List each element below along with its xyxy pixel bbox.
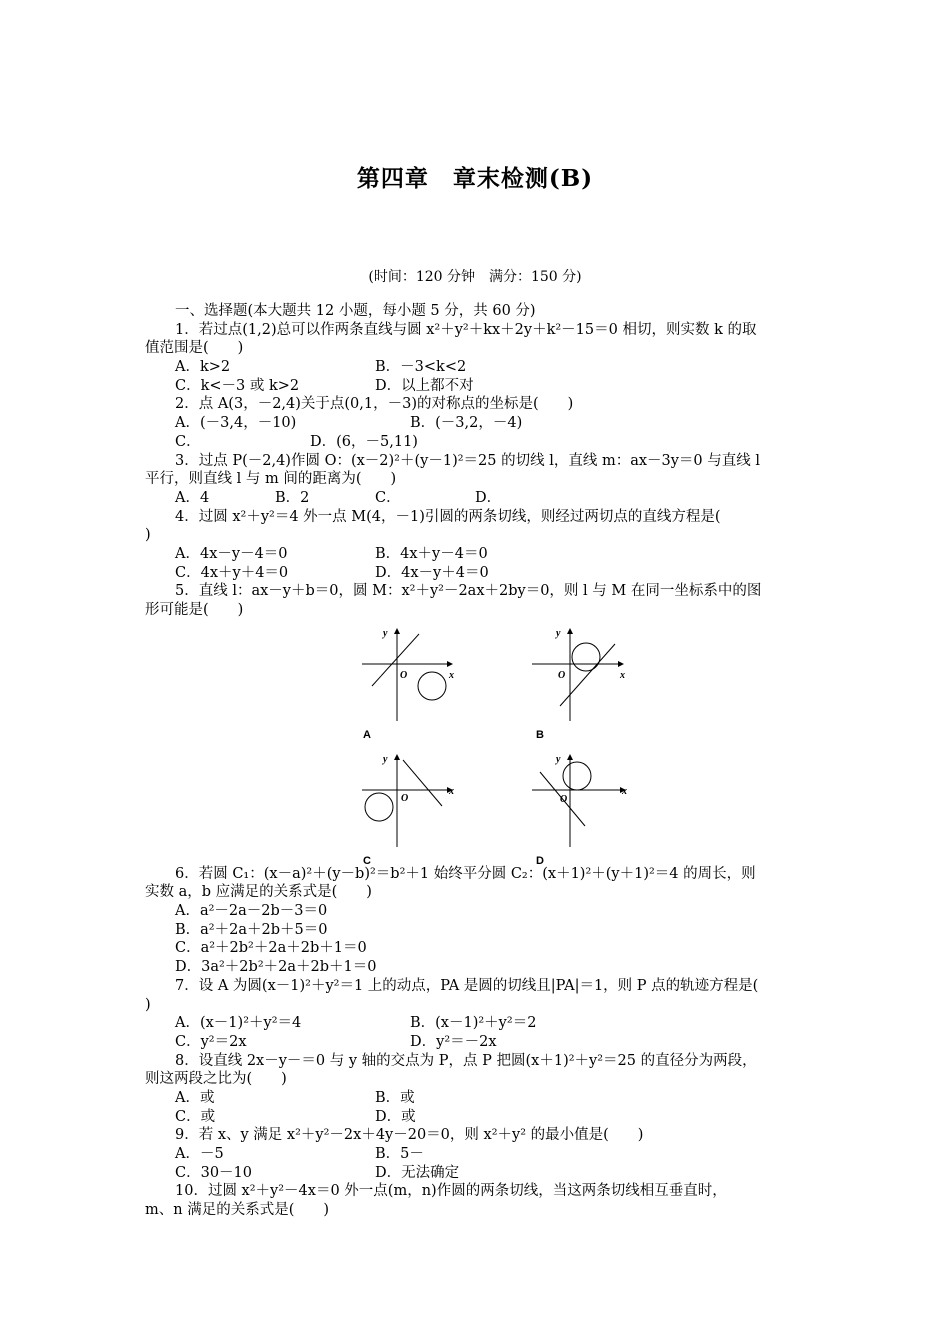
svg-text:y: y bbox=[556, 753, 561, 765]
q8-option-a: A．或 bbox=[175, 1089, 215, 1106]
q7-option-b: B．(x－1)²＋y²＝2 bbox=[410, 1015, 537, 1032]
q4-option-d: D．4x－y＋4＝0 bbox=[375, 564, 489, 581]
q1-option-b: B．－3<k<2 bbox=[375, 359, 467, 376]
question-10-stem-cont: m、n 满足的关系式是( ) bbox=[145, 1202, 330, 1219]
q5-figure-c-label: C bbox=[363, 854, 371, 867]
q7-option-a: A．(x－1)²＋y²＝4 bbox=[175, 1015, 302, 1032]
question-6-stem: 6．若圆 C₁：(x－a)²＋(y－b)²＝b²＋1 始终平分圆 C₂：(x＋1)²＋(y＋1)²＝4 的周长，则 bbox=[175, 865, 756, 882]
q9-option-d: D．无法确定 bbox=[375, 1164, 460, 1181]
svg-text:y: y bbox=[383, 627, 388, 639]
q2-option-b: B．(－3,2，－4) bbox=[410, 415, 523, 432]
question-5-stem: 5．直线 l：ax－y＋b＝0，圆 M：x²＋y²－2ax＋2by＝0，则 l 与 M 在同一坐标系中的图 bbox=[175, 583, 762, 600]
q5-figure-a bbox=[357, 626, 457, 741]
q1-option-a: A．k>2 bbox=[175, 359, 231, 376]
q6-option-c: C．a²＋2b²＋2a＋2b＋1＝0 bbox=[175, 940, 367, 957]
q7-option-d: D．y²＝－2x bbox=[410, 1033, 497, 1050]
svg-text:O: O bbox=[558, 669, 566, 681]
svg-text:x: x bbox=[620, 669, 625, 681]
svg-text:x: x bbox=[449, 669, 454, 681]
q6-option-d: D．3a²＋2b²＋2a＋2b＋1＝0 bbox=[175, 959, 377, 976]
question-8-stem-cont: 则这两段之比为( ) bbox=[145, 1071, 287, 1088]
q9-option-c: C．30－10 bbox=[175, 1164, 252, 1181]
svg-text:x: x bbox=[622, 785, 627, 797]
q1-option-d: D．以上都不对 bbox=[375, 377, 474, 394]
svg-text:O: O bbox=[400, 669, 408, 681]
q5-figure-c bbox=[357, 752, 457, 867]
q5-graph-a bbox=[357, 626, 457, 724]
q5-graph-c bbox=[357, 752, 457, 850]
question-5-stem-cont: 形可能是( ) bbox=[145, 602, 244, 618]
question-2-stem: 2．点 A(3，－2,4)关于点(0,1，－3)的对称点的坐标是( ) bbox=[175, 396, 574, 413]
q8-option-d: D．或 bbox=[375, 1108, 416, 1125]
question-3-stem-cont: 平行，则直线 l 与 m 间的距离为( ) bbox=[145, 471, 397, 488]
q8-option-c: C．或 bbox=[175, 1108, 216, 1125]
q6-option-b: B．a²＋2a＋2b＋5＝0 bbox=[175, 921, 328, 938]
q1-option-c: C．k<－3 或 k>2 bbox=[175, 377, 300, 394]
q6-option-a: A．a²－2a－2b－3＝0 bbox=[175, 903, 328, 920]
svg-text:x: x bbox=[449, 785, 454, 797]
q4-option-c: C．4x＋y＋4＝0 bbox=[175, 564, 289, 581]
q4-option-b: B．4x＋y－4＝0 bbox=[375, 545, 488, 562]
q3-option-b: B．2 bbox=[275, 489, 310, 506]
q2-option-a: A．(－3,4，－10) bbox=[175, 415, 297, 432]
question-4-stem-cont: ) bbox=[145, 527, 151, 544]
question-9-stem: 9．若 x、y 满足 x²＋y²－2x＋4y－20＝0，则 x²＋y² 的最小值是( ) bbox=[175, 1127, 644, 1144]
q9-option-b: B．5－ bbox=[375, 1146, 424, 1162]
q5-graph-d bbox=[530, 752, 630, 850]
q2-option-d: D．(6，－5,11) bbox=[310, 433, 418, 450]
question-10-stem: 10．过圆 x²＋y²－4x＝0 外一点(m，n)作圆的两条切线，当这两条切线相互垂直时， bbox=[175, 1183, 727, 1200]
svg-text:y: y bbox=[383, 753, 388, 765]
section-header: 一、选择题(本大题共 12 小题，每小题 5 分，共 60 分) bbox=[175, 303, 536, 319]
svg-text:y: y bbox=[556, 627, 561, 639]
q7-option-c: C．y²＝2x bbox=[175, 1033, 247, 1050]
q5-figure-a-label: A bbox=[363, 728, 371, 741]
page-title: 第四章 章末检测(B) bbox=[356, 165, 594, 192]
question-6-stem-cont: 实数 a，b 应满足的关系式是( ) bbox=[145, 884, 372, 901]
q3-option-c: C． bbox=[375, 489, 401, 506]
question-1-stem: 1．若过点(1,2)总可以作两条直线与圆 x²＋y²＋kx＋2y＋k²－15＝0 相切，则实数 k 的取 bbox=[175, 321, 757, 338]
q4-option-a: A．4x－y－4＝0 bbox=[175, 545, 288, 562]
exam-info: (时间：120 分钟 满分：150 分) bbox=[368, 269, 582, 285]
question-1-stem-cont: 值范围是( ) bbox=[145, 340, 244, 357]
q3-option-a: A．4 bbox=[175, 489, 210, 506]
svg-text:O: O bbox=[401, 792, 409, 804]
q8-option-b: B．或 bbox=[375, 1089, 415, 1106]
question-8-stem: 8．设直线 2x－y－＝0 与 y 轴的交点为 P，点 P 把圆(x＋1)²＋y²＝25 的直径分为两段， bbox=[175, 1052, 757, 1069]
q5-figure-d-label: D bbox=[536, 854, 544, 867]
question-4-stem: 4．过圆 x²＋y²＝4 外一点 M(4，－1)引圆的两条切线，则经过两切点的直线方程是( bbox=[175, 508, 721, 525]
q5-figures bbox=[145, 620, 810, 865]
q5-graph-b bbox=[530, 626, 630, 724]
question-7-stem: 7．设 A 为圆(x－1)²＋y²＝1 上的动点，PA 是圆的切线且|PA|＝1，则 P 点的轨迹方程是( bbox=[175, 977, 759, 994]
question-list bbox=[145, 302, 810, 1220]
svg-text:O: O bbox=[560, 793, 568, 805]
q9-option-a: A．－5 bbox=[175, 1146, 224, 1162]
q3-option-d: D． bbox=[475, 489, 502, 506]
q5-figure-b bbox=[530, 626, 630, 741]
q5-figure-d bbox=[530, 752, 630, 867]
q2-option-c: C． bbox=[175, 433, 201, 450]
question-3-stem: 3．过点 P(－2,4)作圆 O：(x－2)²＋(y－1)²＝25 的切线 l，直线 m：ax－3y＝0 与直线 l bbox=[175, 452, 761, 469]
q5-figure-b-label: B bbox=[536, 728, 544, 741]
question-7-stem-cont: ) bbox=[145, 996, 151, 1013]
